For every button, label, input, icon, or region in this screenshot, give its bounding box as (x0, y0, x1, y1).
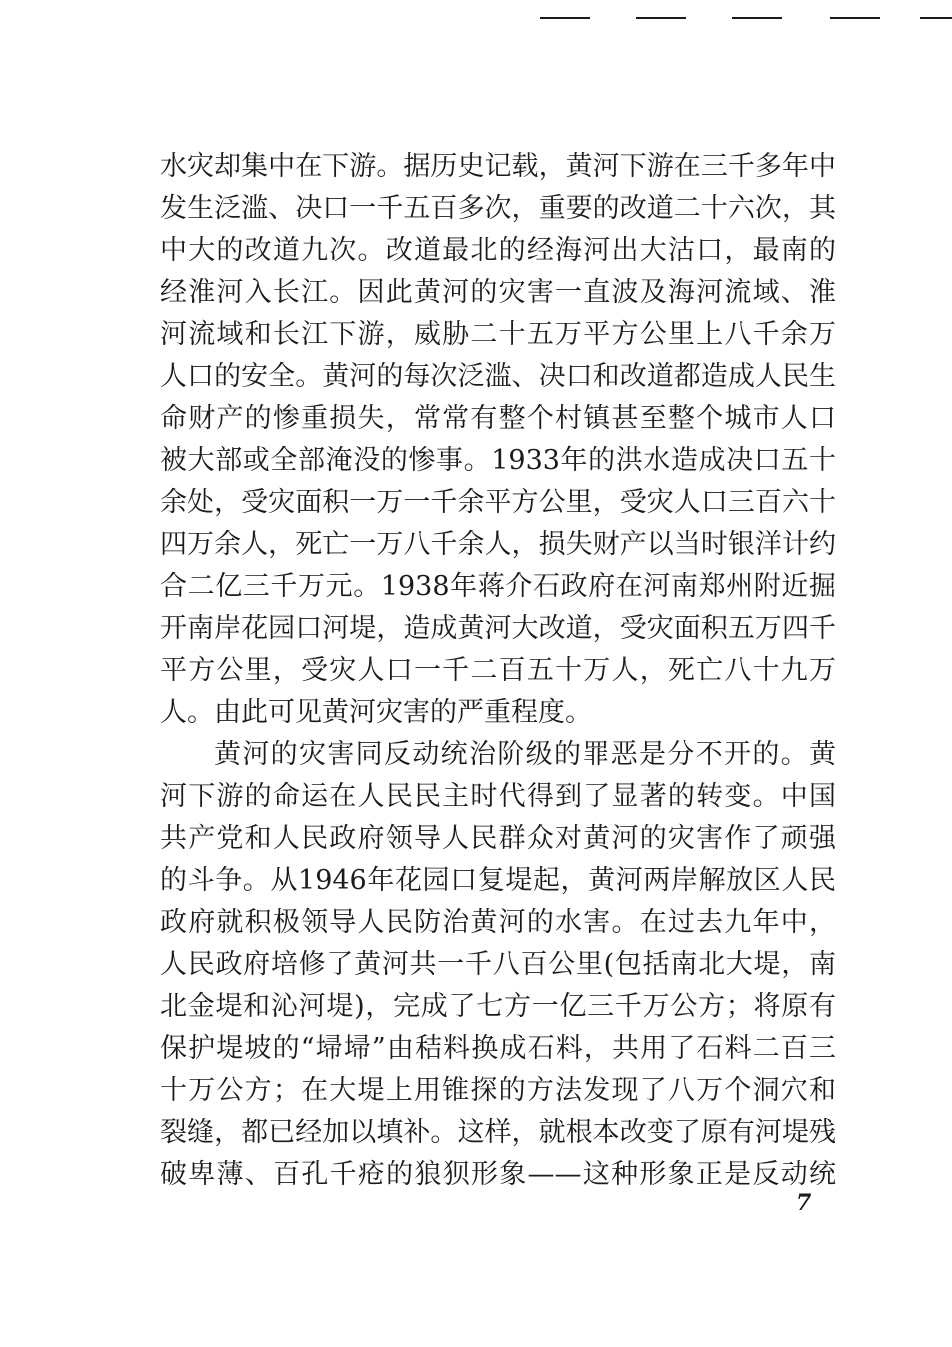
text-line: 人。由此可见黄河灾害的严重程度。 (160, 697, 592, 728)
text-line: 的斗争。从1946年花园口复堤起，黄河两岸解放区人民 (160, 865, 836, 896)
header-rule (920, 17, 952, 19)
page-number: 7 (796, 1190, 812, 1216)
text-line: 发生泛滥、决口一千五百多次，重要的改道二十六次，其 (160, 193, 836, 224)
text-line: 保护堤坡的“埽埽”由秸料换成石料，共用了石料二百三 (160, 1033, 836, 1064)
text-line: 开南岸花园口河堤，造成黄河大改道，受灾面积五万四千 (160, 613, 836, 644)
paragraph-1 (160, 146, 836, 734)
text-line: 中大的改道九次。改道最北的经海河出大沽口，最南的 (160, 235, 836, 266)
text-line: 经淮河入长江。因此黄河的灾害一直波及海河流域、淮 (160, 277, 836, 308)
text-line: 破卑薄、百孔千疮的狼狈形象——这种形象正是反动统 (160, 1159, 836, 1190)
header-rule (540, 17, 590, 19)
text-line: 合二亿三千万元。1938年蒋介石政府在河南郑州附近掘 (160, 571, 836, 602)
text-line: 河流域和长江下游，威胁二十五万平方公里上八千余万 (160, 319, 836, 350)
text-line: 人口的安全。黄河的每次泛滥、决口和改道都造成人民生 (160, 361, 836, 392)
header-rule (830, 17, 880, 19)
text-line: 共产党和人民政府领导人民群众对黄河的灾害作了顽强 (160, 823, 836, 854)
text-line: 平方公里，受灾人口一千二百五十万人，死亡八十九万 (160, 655, 836, 686)
header-rule (636, 17, 686, 19)
text-line: 河下游的命运在人民民主时代得到了显著的转变。中国 (160, 781, 836, 812)
header-rules (540, 17, 952, 21)
text-line: 四万余人，死亡一万八千余人，损失财产以当时银洋计约 (160, 529, 836, 560)
text-line: 裂缝，都已经加以填补。这样，就根本改变了原有河堤残 (160, 1117, 836, 1148)
text-line: 水灾却集中在下游。据历史记载，黄河下游在三千多年中 (160, 151, 836, 182)
body-text (160, 146, 836, 1196)
text-line: 命财产的惨重损失，常常有整个村镇甚至整个城市人口 (160, 403, 836, 434)
text-line: 被大部或全部淹没的惨事。1933年的洪水造成决口五十 (160, 445, 836, 476)
text-line: 北金堤和沁河堤)，完成了七方一亿三千万公方；将原有 (160, 991, 836, 1022)
text-line: 人民政府培修了黄河共一千八百公里(包括南北大堤，南 (160, 949, 836, 980)
text-line: 十万公方；在大堤上用锥探的方法发现了八万个洞穴和 (160, 1075, 836, 1106)
paragraph-2 (160, 734, 836, 1196)
text-line: 政府就积极领导人民防治黄河的水害。在过去九年中， (160, 907, 836, 938)
text-line: 余处，受灾面积一万一千余平方公里，受灾人口三百六十 (160, 487, 836, 518)
header-rule (732, 17, 782, 19)
text-line: 黄河的灾害同反动统治阶级的罪恶是分不开的。黄 (214, 739, 836, 770)
